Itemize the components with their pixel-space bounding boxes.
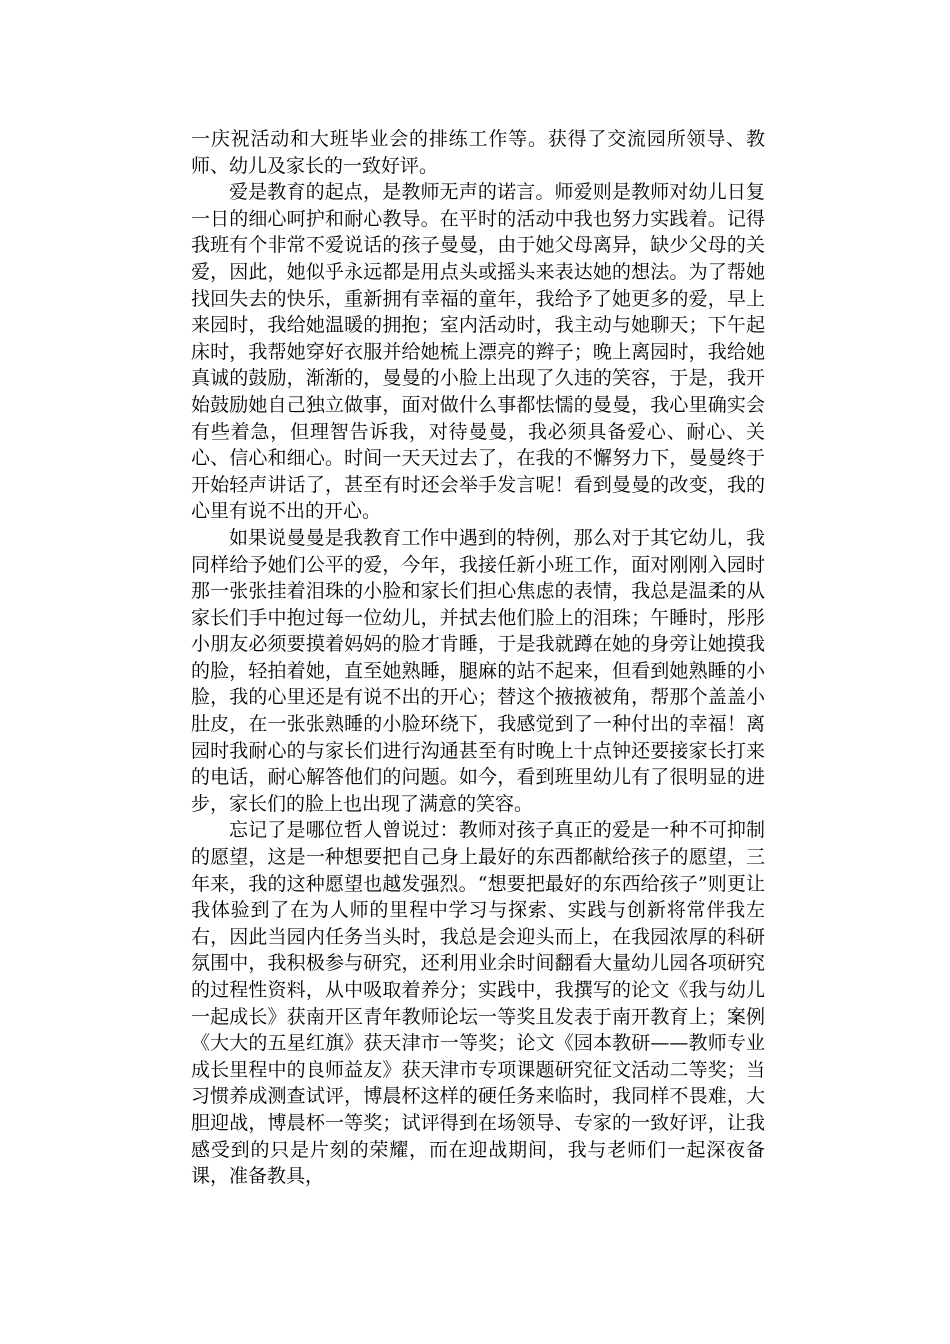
- paragraph-4: 忘记了是哪位哲人曾说过：教师对孩子真正的爱是一种不可抑制的愿望，这是一种想要把自己身上最好的东西都献给孩子的愿望，三年来，我的这种愿望也越发强烈。“想要把最好的东西给孩子”则更让我体验到了在为人师的里程中学习与探索、实践与创新将常伴我左右，因此当园内任务当头时，我总是会迎头而上，在我园浓厚的科研氛围中，我积极参与研究，还利用业余时间翻看大量幼儿园各项研究的过程性资料，从中吸取着养分；实践中，我撰写的论文《我与幼儿一起成长》获南开区青年教师论坛一等奖且发表于南开教育上；案例《大大的五星红旗》获天津市一等奖；论文《园本教研——教师专业成长里程中的良师益友》获天津市专项课题研究征文活动二等奖；当习惯养成测查试评，博晨杯这样的硬任务来临时，我同样不畏难，大胆迎战，博晨杯一等奖；试评得到在场领导、专家的一致好评，让我感受到的只是片刻的荣耀，而在迎战期间，我与老师们一起深夜备课，准备教具，: [191, 819, 765, 1188]
- document-body: [191, 126, 765, 1190]
- paragraph-1: 一庆祝活动和大班毕业会的排练工作等。获得了交流园所领导、教师、幼儿及家长的一致好评。: [191, 128, 765, 177]
- paragraph-3: 如果说曼曼是我教育工作中遇到的特例，那么对于其它幼儿，我同样给予她们公平的爱，今年，我接任新小班工作，面对刚刚入园时那一张张挂着泪珠的小脸和家长们担心焦虑的表情，我总是温柔的从家长们手中抱过每一位幼儿，并拭去他们脸上的泪珠；午睡时，彤彤小朋友必须要摸着妈妈的脸才肯睡，于是我就蹲在她的身旁让她摸我的脸，轻拍着她，直至她熟睡，腿麻的站不起来，但看到她熟睡的小脸，我的心里还是有说不出的开心；替这个掖掖被角，帮那个盖盖小肚皮，在一张张熟睡的小脸环绕下，我感觉到了一种付出的幸福！离园时我耐心的与家长们进行沟通甚至有时晚上十点钟还要接家长打来的电话，耐心解答他们的问题。如今，看到班里幼儿有了很明显的进步，家长们的脸上也出现了满意的笑容。: [191, 526, 765, 815]
- paragraph-2: 爱是教育的起点，是教师无声的诺言。师爱则是教师对幼儿日复一日的细心呵护和耐心教导。在平时的活动中我也努力实践着。记得我班有个非常不爱说话的孩子曼曼，由于她父母离异，缺少父母的关爱，因此，她似乎永远都是用点头或摇头来表达她的想法。为了帮她找回失去的快乐，重新拥有幸福的童年，我给予了她更多的爱，早上来园时，我给她温暖的拥抱；室内活动时，我主动与她聊天；下午起床时，我帮她穿好衣服并给她梳上漂亮的辫子；晚上离园时，我给她真诚的鼓励，渐渐的，曼曼的小脸上出现了久违的笑容，于是，我开始鼓励她自己独立做事，面对做什么事都怯懦的曼曼，我心里确实会有些着急，但理智告诉我，对待曼曼，我必须具备爱心、耐心、关心、信心和细心。时间一天天过去了，在我的不懈努力下，曼曼终于开始轻声讲话了，甚至有时还会举手发言呢！看到曼曼的改变，我的心里有说不出的开心。: [191, 181, 765, 523]
